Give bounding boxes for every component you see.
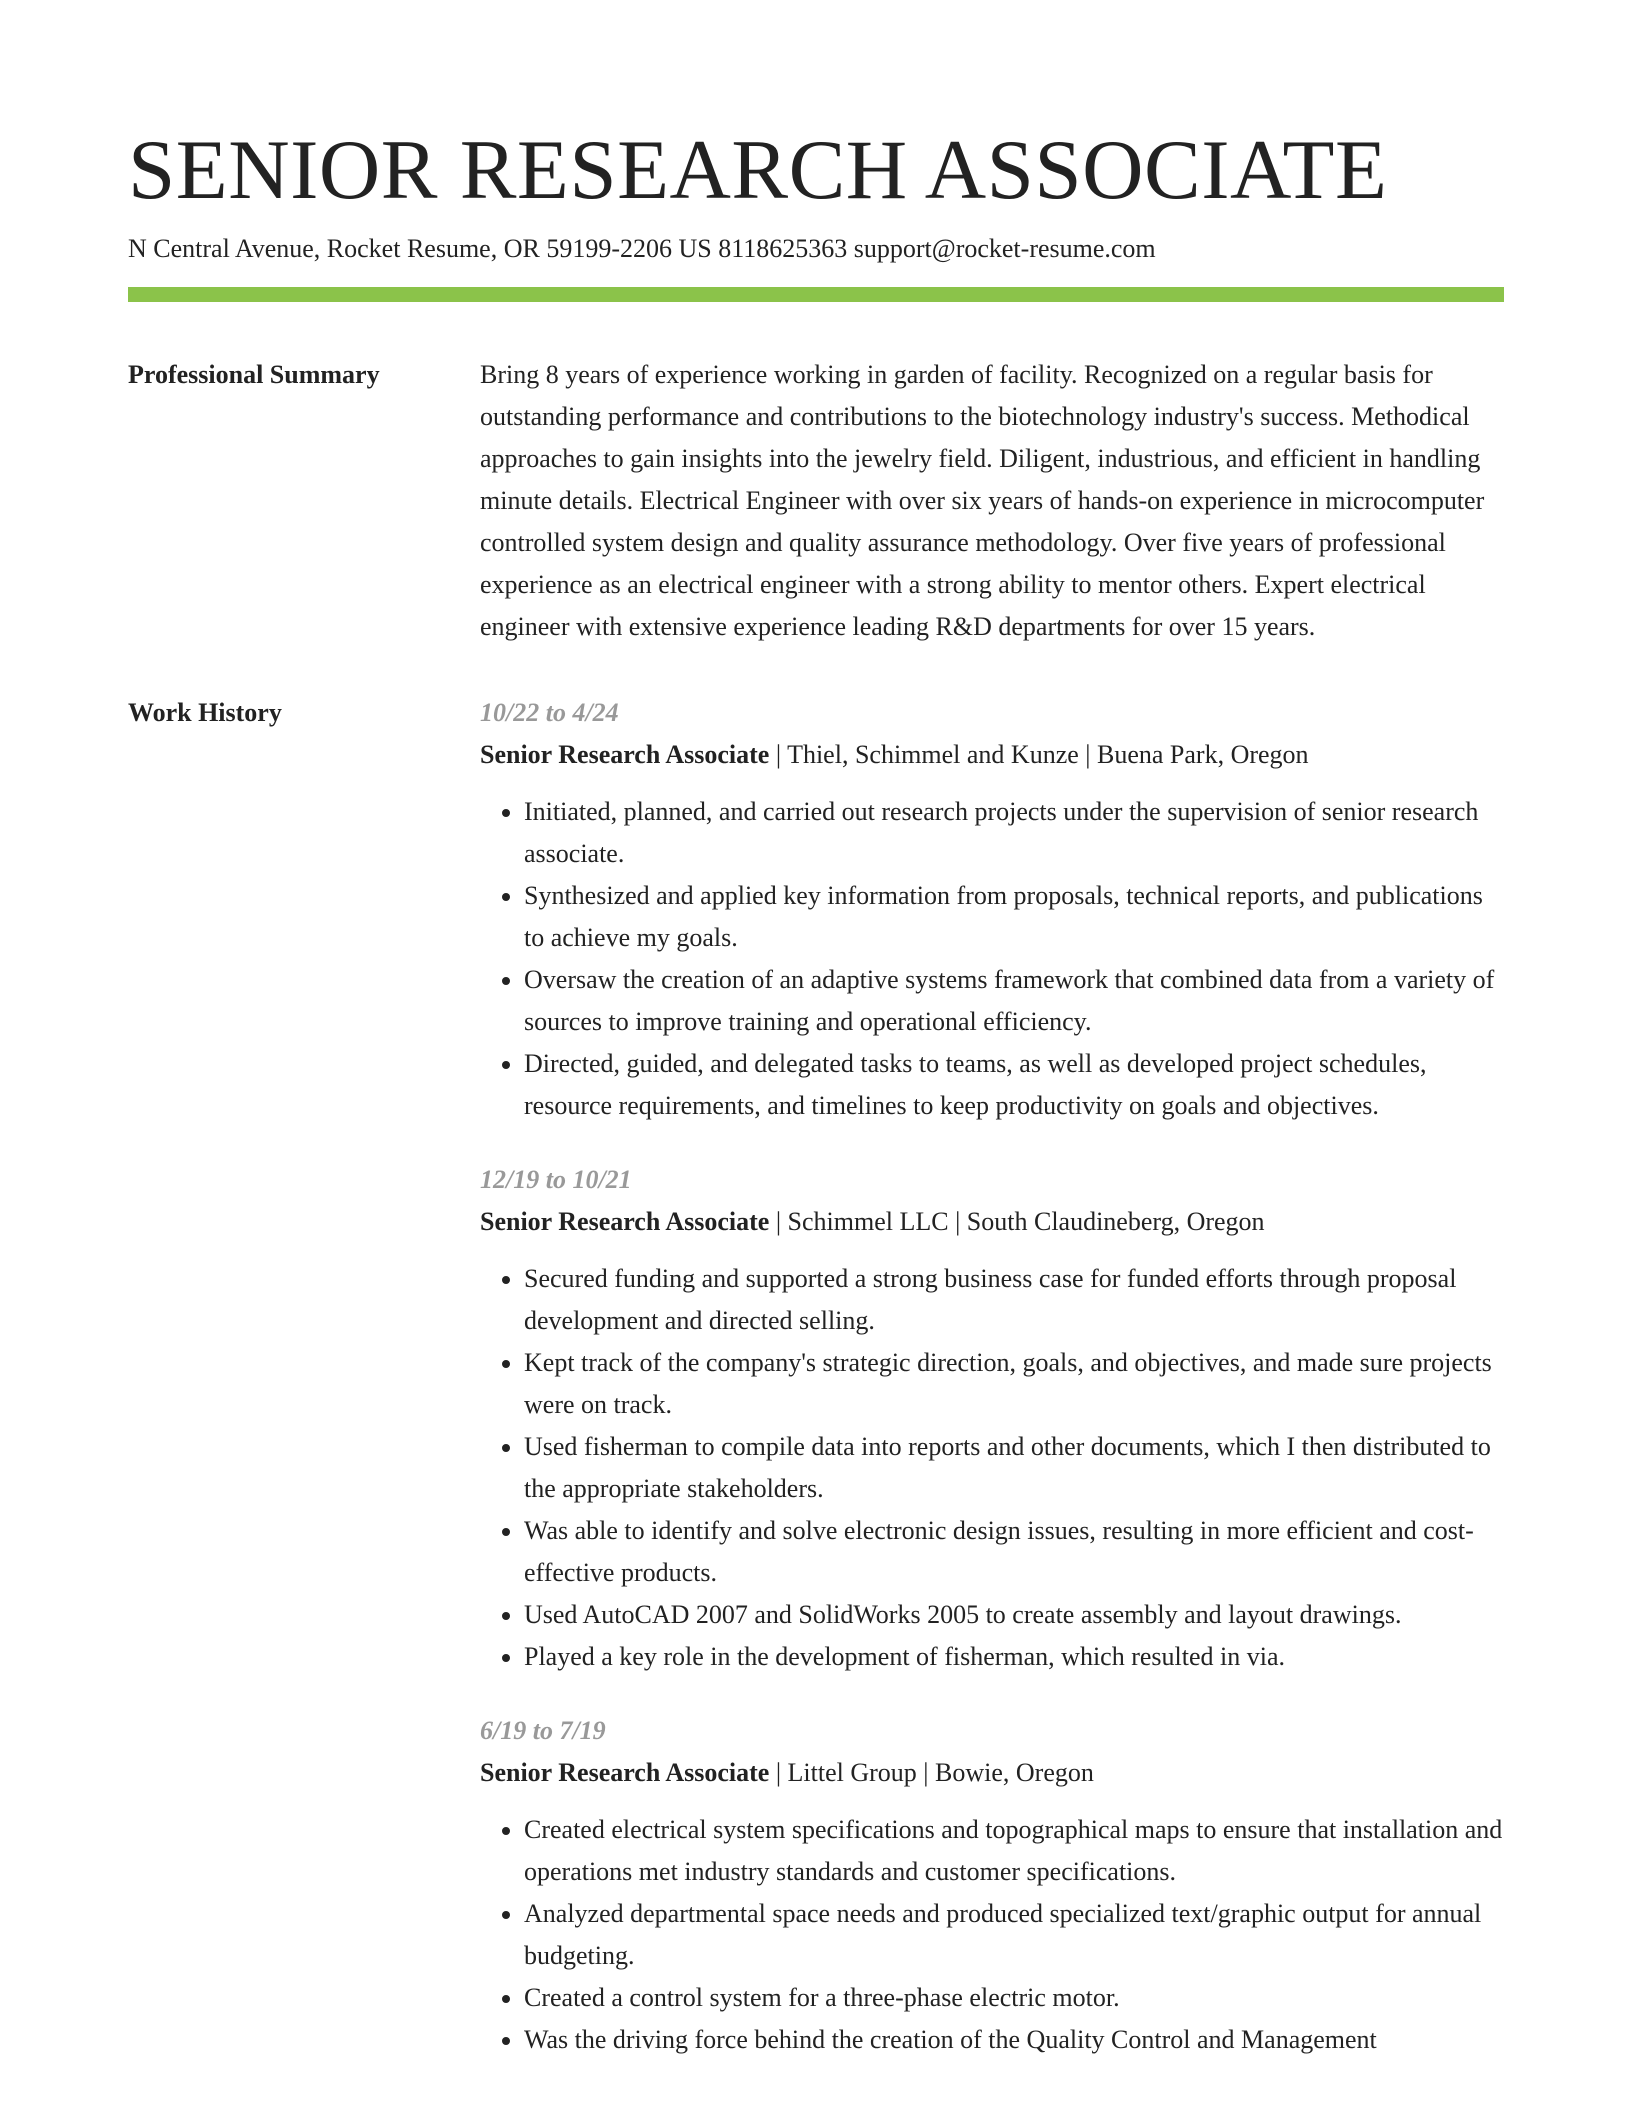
- job-details: | Thiel, Schimmel and Kunze | Buena Park, Oregon: [769, 740, 1309, 769]
- work-history-section: [128, 692, 1504, 2093]
- job-bullet: • Secured funding and supported a strong business case for funded efforts through proposal development and directed selling.: [524, 1258, 1504, 1342]
- job-bullet: • Synthesized and applied key information from proposals, technical reports, and publications to achieve my goals.: [524, 875, 1504, 959]
- work-history-body: [480, 692, 1504, 2093]
- job-dates: 6/19 to 7/19: [480, 1716, 606, 1745]
- job-heading: [480, 1201, 1504, 1243]
- job-bullet: • Used AutoCAD 2007 and SolidWorks 2005 to create assembly and layout drawings.: [524, 1594, 1504, 1636]
- job-bullet: • Directed, guided, and delegated tasks to teams, as well as developed project schedules, resource requirements, and timelines to keep productivity on goals and objectives.: [524, 1043, 1504, 1127]
- job-bullets: [480, 791, 1504, 1127]
- accent-divider: [128, 287, 1504, 302]
- job-bullet: • Played a key role in the development of fisherman, which resulted in via.: [524, 1636, 1504, 1678]
- job-bullet: • Oversaw the creation of an adaptive systems framework that combined data from a variety of sources to improve training and operational efficiency.: [524, 959, 1504, 1043]
- job-bullet: • Analyzed departmental space needs and produced specialized text/graphic output for annual budgeting.: [524, 1893, 1504, 1977]
- job-bullets: [480, 1809, 1504, 2061]
- job-heading: [480, 1752, 1504, 1794]
- page-title: SENIOR RESEARCH ASSOCIATE: [128, 123, 1388, 217]
- job-bullet: • Was able to identify and solve electronic design issues, resulting in more efficient and cost-effective products.: [524, 1510, 1504, 1594]
- resume-page: [128, 118, 1504, 2093]
- professional-summary-section: [128, 354, 1504, 648]
- section-label-work-history: Work History: [128, 698, 282, 727]
- job-title: Senior Research Associate: [480, 1758, 770, 1787]
- job-dates: 12/19 to 10/21: [480, 1165, 632, 1194]
- job-entry: [480, 692, 1504, 1127]
- job-details: | Littel Group | Bowie, Oregon: [769, 1758, 1094, 1787]
- job-dates: 10/22 to 4/24: [480, 698, 619, 727]
- job-details: | Schimmel LLC | South Claudineberg, Oregon: [769, 1207, 1265, 1236]
- job-bullet: • Was the driving force behind the creation of the Quality Control and Management: [524, 2019, 1504, 2061]
- job-bullet: • Used fisherman to compile data into reports and other documents, which I then distributed to the appropriate stakeholders.: [524, 1426, 1504, 1510]
- job-bullet: • Initiated, planned, and carried out research projects under the supervision of senior research associate.: [524, 791, 1504, 875]
- job-bullet: • Created electrical system specifications and topographical maps to ensure that installation and operations met industry standards and customer specifications.: [524, 1809, 1504, 1893]
- job-title: Senior Research Associate: [480, 740, 770, 769]
- section-label-summary: Professional Summary: [128, 360, 380, 389]
- job-entry: [480, 1159, 1504, 1678]
- job-title: Senior Research Associate: [480, 1207, 770, 1236]
- contact-info: N Central Avenue, Rocket Resume, OR 59199-2206 US 8118625363 support@rocket-resume.com: [128, 234, 1156, 263]
- job-entry: [480, 1710, 1504, 2061]
- job-heading: [480, 734, 1504, 776]
- job-bullets: [480, 1258, 1504, 1678]
- summary-body: [480, 354, 1504, 648]
- job-bullet: • Kept track of the company's strategic direction, goals, and objectives, and made sure projects were on track.: [524, 1342, 1504, 1426]
- job-bullet: • Created a control system for a three-phase electric motor.: [524, 1977, 1504, 2019]
- summary-text: Bring 8 years of experience working in garden of facility. Recognized on a regular basis for outstanding performance and contributions to the biotechnology industry's success. Methodical approaches to gain insights into the jewelry field. Diligent, industrious, and efficient in handling minute details. Electrical Engineer with over six years of hands-on experience in microcomputer controlled system design and quality assurance methodology. Over five years of professional experience as an electrical engineer with a strong ability to mentor others. Expert electrical engineer with extensive experience leading R&D departments for over 15 years.: [480, 360, 1485, 641]
